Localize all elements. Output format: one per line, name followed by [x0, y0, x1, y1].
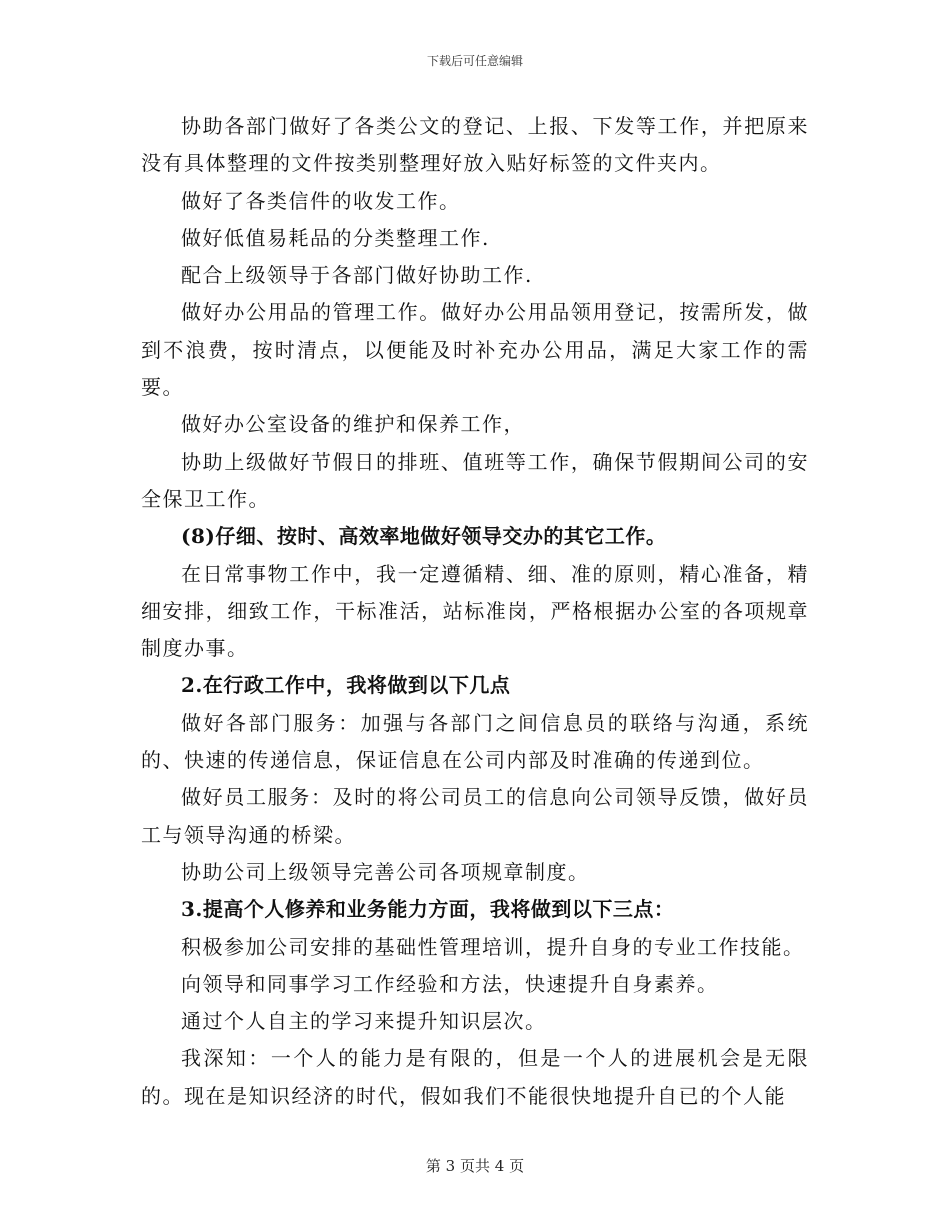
document-body: [141, 108, 809, 1115]
paragraph-mail-handling: 做好了各类信件的收发工作。: [181, 188, 461, 213]
heading-personal-development: 3.提高个人修养和业务能力方面，我将做到以下三点：: [181, 897, 675, 922]
heading-other-tasks: (8)仔细、按时、高效率地做好领导交办的其它工作。: [181, 524, 667, 549]
paragraph-learn-from-colleagues: 向领导和同事学习工作经验和方法，快速提升自身素养。: [181, 971, 719, 996]
paragraph-consumables: 做好低值易耗品的分类整理工作.: [181, 225, 490, 250]
paragraph-office-supplies: 做好办公用品的管理工作。做好办公用品领用登记，按需所发，做到不浪费，按时清点，以便能及时补充办公用品，满足大家工作的需要。: [141, 300, 809, 400]
paragraph-daily-principles: 在日常事物工作中，我一定遵循精、细、准的原则，精心准备，精细安排，细致工作，干标准活，站标准岗，严格根据办公室的各项规章制度办事。: [141, 561, 809, 661]
heading-admin-work: 2.在行政工作中，我将做到以下几点: [181, 673, 511, 698]
page-header: 下载后可任意编辑: [426, 54, 523, 68]
page-footer: 第 3 页共 4 页: [425, 1157, 525, 1175]
paragraph-equipment-maintenance: 做好办公室设备的维护和保养工作，: [181, 412, 525, 437]
paragraph-conclusion: 我深知：一个人的能力是有限的，但是一个人的进展机会是无限的。现在是知识经济的时代，假如我们不能很快地提升自已的个人能: [141, 1046, 809, 1108]
paragraph-staff-service: 做好员工服务：及时的将公司员工的信息向公司领导反馈，做好员工与领导沟通的桥梁。: [141, 785, 809, 847]
paragraph-archive-filing: 协助各部门做好了各类公文的登记、上报、下发等工作，并把原来没有具体整理的文件按类别整理好放入贴好标签的文件夹内。: [141, 114, 809, 176]
paragraph-self-study: 通过个人自主的学习来提升知识层次。: [181, 1009, 547, 1034]
paragraph-holiday-schedule: 协助上级做好节假日的排班、值班等工作，确保节假期间公司的安全保卫工作。: [141, 449, 809, 511]
paragraph-rules-improvement: 协助公司上级领导完善公司各项规章制度。: [181, 859, 590, 884]
paragraph-assist-departments: 配合上级领导于各部门做好协助工作.: [181, 263, 533, 288]
paragraph-department-service: 做好各部门服务：加强与各部门之间信息员的联络与沟通，系统的、快速的传递信息，保证信息在公司内部及时准确的传递到位。: [141, 710, 809, 773]
paragraph-training: 积极参加公司安排的基础性管理培训，提升自身的专业工作技能。: [181, 934, 805, 959]
